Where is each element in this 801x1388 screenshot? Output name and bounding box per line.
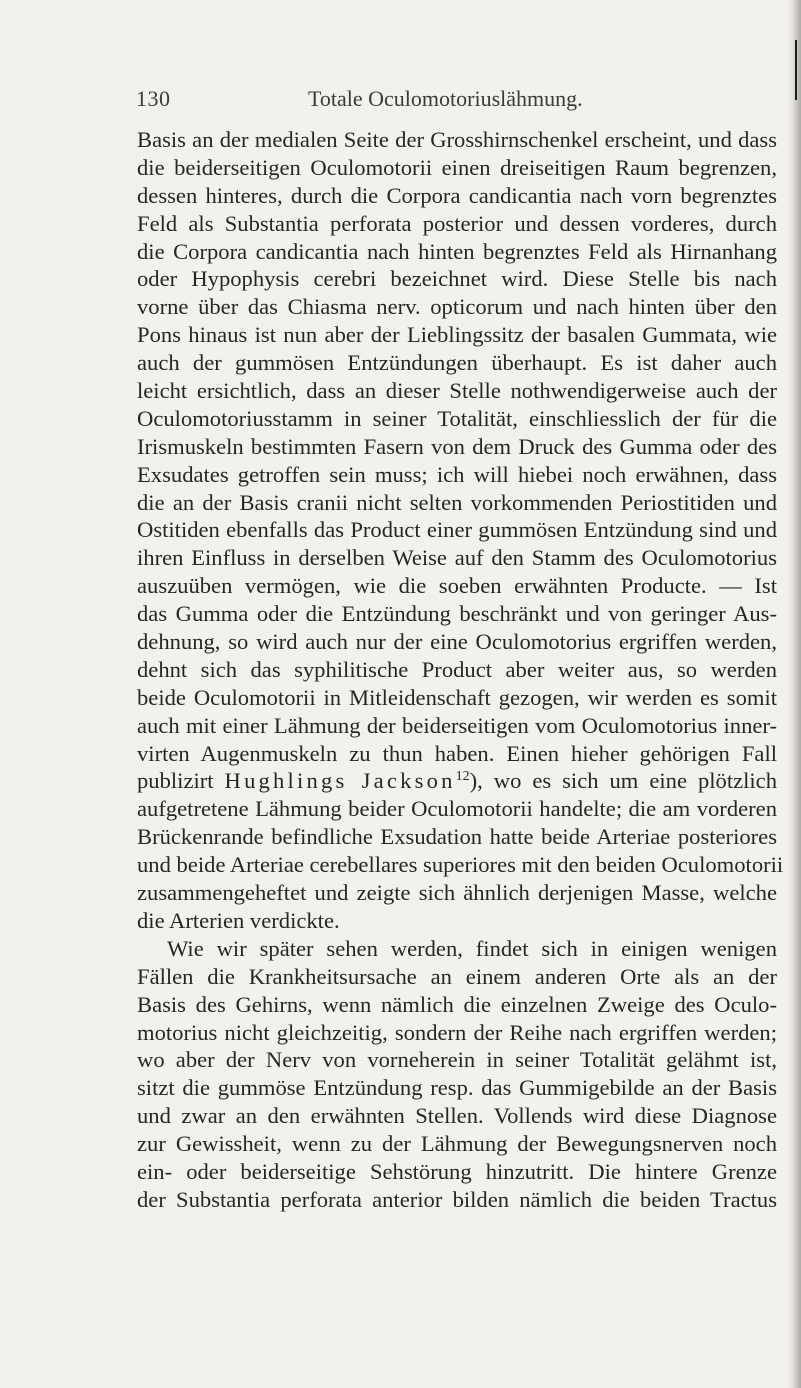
page-edge-shadow [787,0,801,1388]
text-line: dessen hinteres, durch die Corpora candicantia nach vorn begrenztes [137,182,777,208]
text-line: Basis des Gehirns, wenn nämlich die einzelnen Zweige des Oculo- [137,991,777,1017]
text-line: aufgetretene Lähmung beider Oculomotorii handelte; die am vorderen [137,796,777,822]
body-text [137,126,784,1214]
citation-tail: ), wo es sich um eine plötzlich [469,768,778,794]
cited-author: Hughlings Jackson [224,768,456,794]
text-line-citation [137,767,777,795]
text-line: das Gumma oder die Entzündung beschränkt und von geringer Aus- [137,601,777,627]
text-line: der Substantia perforata anterior bilden nämlich die beiden Tractus [137,1186,777,1212]
text-line: oder Hypophysis cerebri bezeichnet wird. Diese Stelle bis nach [137,266,777,292]
text-line: die Corpora candicantia nach hinten begrenztes Feld als Hirnanhang [137,238,777,264]
text-line: ihren Einfluss in derselben Weise auf den Stamm des Oculomotorius [137,545,777,571]
text-line: Feld als Substantia perforata posterior und dessen vorderes, durch [137,210,777,236]
running-title: Totale Oculomotoriuslähmung. [308,86,583,111]
binding-mark [795,40,797,100]
text-line: die beiderseitigen Oculomotorii einen dreiseitigen Raum begrenzen, [137,154,777,180]
text-line: zur Gewissheit, wenn zu der Lähmung der Bewegungsnerven noch [137,1131,777,1157]
text-line: zusammengeheftet und zeigte sich ähnlich derjenigen Masse, welche [137,880,777,906]
text-line: Oculomotoriusstamm in seiner Totalität, einschliesslich der für die [137,405,777,431]
text-line: dehnung, so wird auch nur der eine Oculomotorius ergriffen werden, [137,629,777,655]
page-header [136,86,776,116]
text-line: und beide Arteriae cerebellares superiores mit den beiden Oculomotorii [137,852,784,878]
text-line: die an der Basis cranii nicht selten vorkommenden Periostitiden und [137,489,777,515]
text-line: vorne über das Chiasma nerv. opticorum und nach hinten über den [137,294,777,320]
citation-lead: publizirt [137,768,214,794]
text-line: auszuüben vermögen, wie die soeben erwähnten Producte. — Ist [137,573,777,599]
text-line: leicht ersichtlich, dass an dieser Stelle nothwendigerweise auch der [137,378,777,404]
text-line: Pons hinaus ist nun aber der Lieblingssitz der basalen Gummata, wie [137,322,777,348]
page-number: 130 [136,86,171,111]
text-line: virten Augenmuskeln zu thun haben. Einen hieher gehörigen Fall [137,740,777,766]
text-line: Irismuskeln bestimmten Fasern von dem Druck des Gumma oder des [137,433,777,459]
text-line: auch mit einer Lähmung der beiderseitigen vom Oculomotorius inner- [137,712,777,738]
text-line: wo aber der Nerv von vorneherein in seiner Totalität gelähmt ist, [137,1047,777,1073]
text-line: und zwar an den erwähnten Stellen. Vollends wird diese Diagnose [137,1103,777,1129]
text-line: Brückenrande befindliche Exsudation hatte beide Arteriae posteriores [137,824,777,850]
text-line: ein- oder beiderseitige Sehstörung hinzutritt. Die hintere Grenze [137,1158,777,1184]
text-line-paragraph-end: die Arterien verdickte. [137,907,340,933]
text-line: sitzt die gummöse Entzündung resp. das Gummigebilde an der Basis [137,1075,777,1101]
text-line: Ostitiden ebenfalls das Product einer gummösen Entzündung sind und [137,517,777,543]
text-line: auch der gummösen Entzündungen überhaupt. Es ist daher auch [137,350,777,376]
footnote-ref: 12 [455,769,470,785]
text-line-paragraph-start: Wie wir später sehen werden, findet sich in einigen wenigen [167,935,777,961]
text-line: motorius nicht gleichzeitig, sondern der Reihe nach ergriffen werden; [137,1019,777,1045]
text-line: beide Oculomotorii in Mitleidenschaft gezogen, wir werden es somit [137,684,777,710]
text-line: dehnt sich das syphilitische Product aber weiter aus, so werden [137,656,777,682]
text-line: Fällen die Krankheitsursache an einem anderen Orte als an der [137,963,777,989]
text-line: Basis an der medialen Seite der Grosshirnschenkel erscheint, und dass [137,127,777,152]
text-line: Exsudates getroffen sein muss; ich will hiebei noch erwähnen, dass [137,461,777,487]
